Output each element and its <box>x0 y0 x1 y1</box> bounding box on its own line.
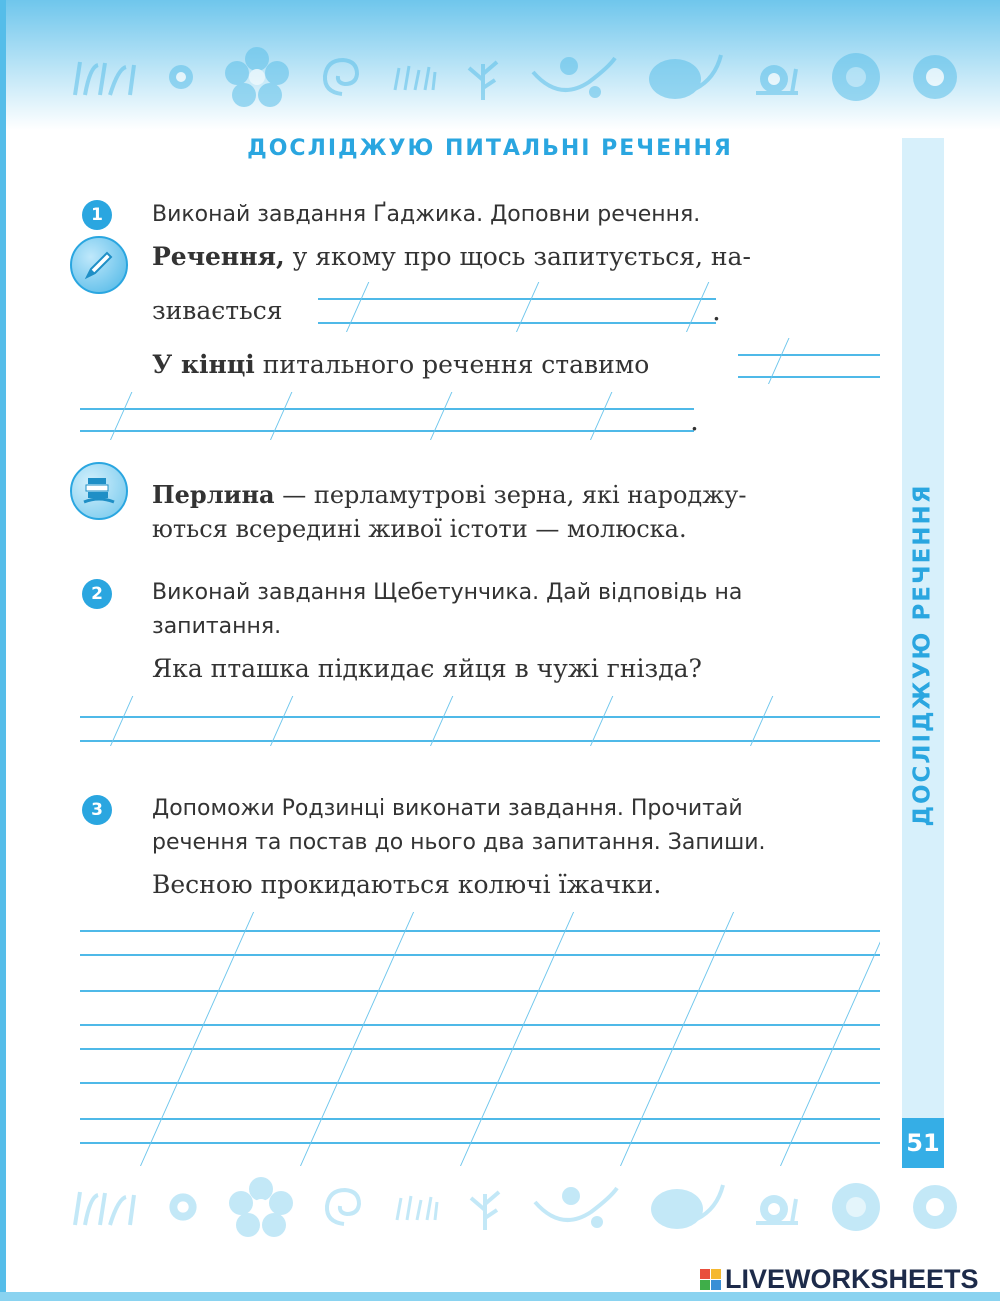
task-2-question: Яка пташка підкидає яйця в чужі гнізда? <box>152 654 702 683</box>
grass-small-icon <box>391 62 437 92</box>
big-flower-icon <box>226 1177 296 1237</box>
snail-icon <box>752 1187 802 1227</box>
task-3-number: 3 <box>82 795 112 825</box>
page-title: ДОСЛІДЖУЮ ПИТАЛЬНІ РЕЧЕННЯ <box>247 136 733 161</box>
small-flower-icon <box>166 1190 200 1224</box>
task-3-sentence: Весною прокидаються колючі їжачки. <box>152 870 662 899</box>
daisy-icon <box>828 1179 884 1235</box>
logo-text: LIVEWORKSHEETS <box>725 1263 979 1294</box>
logo-blocks-icon <box>700 1269 721 1290</box>
note-line-1 <box>152 478 747 512</box>
swirl-ornament-icon <box>321 1184 367 1230</box>
task-2-number: 2 <box>82 579 112 609</box>
task-3-instruction: Допоможи Родзинці виконати завдання. Прочитай <box>152 796 743 821</box>
task-1-line-3 <box>152 348 649 382</box>
term-at-end: У кінці <box>152 350 255 379</box>
grass-ornament-icon <box>70 57 140 97</box>
task-2-instruction: Виконай завдання Щебетунчика. Дай відповідь на <box>152 580 743 605</box>
swirl-ornament-icon <box>319 54 365 100</box>
left-border-strip <box>0 0 6 1301</box>
task-1-number: 1 <box>82 200 112 230</box>
bottom-ornament-row <box>70 1172 960 1242</box>
side-section-title <box>902 470 944 840</box>
round-flower-icon <box>910 52 960 102</box>
page-number: 51 <box>902 1118 944 1168</box>
pen-icon <box>70 236 128 294</box>
books-icon <box>70 462 128 520</box>
task-1-instruction: Виконай завдання Ґаджика. Доповни речення. <box>152 202 701 227</box>
vine-ornament-icon <box>529 52 619 102</box>
leaf-ornament-icon <box>645 49 725 105</box>
small-flower-icon <box>166 62 196 92</box>
period-mark-2: . <box>690 404 699 437</box>
sprout-icon <box>463 52 503 102</box>
leaf-ornament-icon <box>647 1179 727 1235</box>
liveworksheets-logo <box>700 1264 979 1294</box>
note-line-1-rest: — перламутрові зерна, які народжу- <box>274 481 747 509</box>
round-flower-icon <box>910 1182 960 1232</box>
snail-icon <box>752 57 802 97</box>
sprout-icon <box>465 1182 505 1232</box>
side-section-title-text: ДОСЛІДЖУЮ РЕЧЕННЯ <box>910 483 936 827</box>
daisy-icon <box>828 49 884 105</box>
task-1-line-1 <box>152 240 751 274</box>
top-ornament-row <box>70 42 960 112</box>
task-1-line-3-rest: питального речення ставимо <box>254 350 650 379</box>
task-2-instruction-cont: запитання. <box>152 614 282 639</box>
note-line-2: ються всередині живої істоти — молюска. <box>152 515 687 543</box>
note-term: Перлина <box>152 480 275 509</box>
task-3-instruction-cont: речення та постав до нього два запитання. Запиши. <box>152 830 766 855</box>
grass-ornament-icon <box>70 1187 140 1227</box>
task-1-line-1-rest: у якому про щось запитується, на- <box>284 242 751 271</box>
period-mark: . <box>712 294 721 327</box>
term-sentence: Речення, <box>152 242 285 271</box>
grass-small-icon <box>393 1192 439 1222</box>
vine-ornament-icon <box>531 1182 621 1232</box>
big-flower-icon <box>222 47 292 107</box>
task-1-line-2: зивається <box>152 296 283 325</box>
